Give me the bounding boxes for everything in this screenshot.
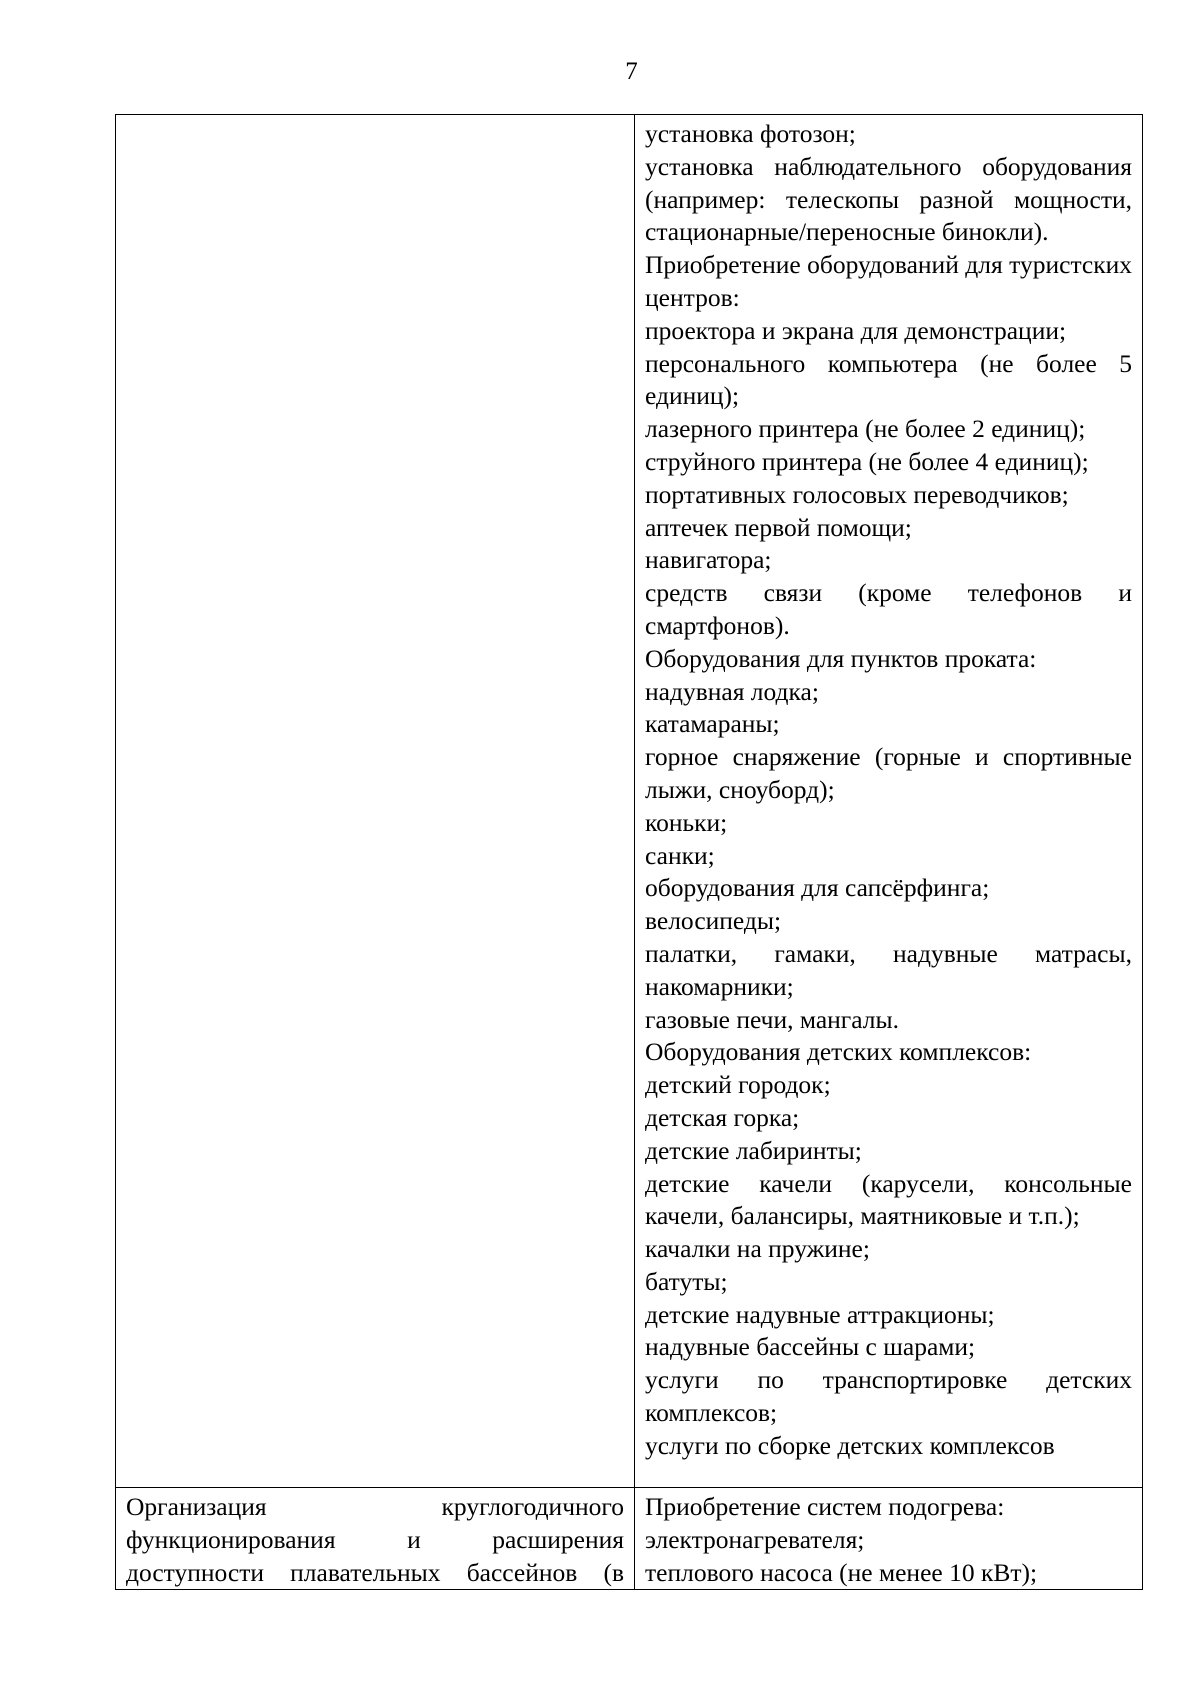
table-cell-equipment bbox=[635, 115, 1143, 1488]
list-item: Приобретение систем подогрева: bbox=[645, 1492, 1005, 1521]
list-item: портативных голосовых переводчиков; bbox=[645, 479, 1069, 509]
list-item: персонального компьютера (не более 5 единиц); bbox=[645, 348, 1132, 411]
list-item: горное снаряжение (горные и спортивные лыжи, сноуборд); bbox=[645, 742, 1132, 804]
list-item: Оборудования детских комплексов: bbox=[645, 1037, 1032, 1067]
list-item: установка фотозон; bbox=[645, 119, 856, 148]
list-item: детские лабиринты; bbox=[645, 1135, 862, 1165]
list-item: детские качели (карусели, консольные качели, балансиры, маятниковые и т.п.); bbox=[645, 1168, 1132, 1231]
measures-table bbox=[115, 114, 1143, 1590]
list-item: навигатора; bbox=[645, 545, 772, 575]
list-item: аптечек первой помощи; bbox=[645, 512, 912, 542]
list-item: катамараны; bbox=[645, 709, 780, 739]
activity-text: Организация круглогодичного функционирования и расширения доступности плавательных бассейнов (в bbox=[126, 1492, 624, 1587]
list-item: средств связи (кроме телефонов и смартфонов). bbox=[645, 578, 1132, 640]
list-item: струйного принтера (не более 4 единиц); bbox=[645, 446, 1089, 476]
list-item: услуги по сборке детских комплексов bbox=[645, 1430, 1055, 1460]
list-item: установка наблюдательного оборудования (например: телескопы разной мощности, стационарные/переносные бинокли). bbox=[645, 151, 1132, 247]
table-cell-activity bbox=[116, 115, 635, 1488]
list-item: надувные бассейны с шарами; bbox=[645, 1332, 976, 1362]
list-item: электронагревателя; bbox=[645, 1524, 865, 1554]
list-item: детская горка; bbox=[645, 1102, 800, 1132]
list-item: велосипеды; bbox=[645, 906, 782, 936]
list-item: лазерного принтера (не более 2 единиц); bbox=[645, 414, 1086, 444]
list-item: Приобретение оборудований для туристских центров: bbox=[645, 250, 1132, 312]
list-item: газовые печи, мангалы. bbox=[645, 1004, 900, 1034]
list-item: надувная лодка; bbox=[645, 676, 819, 706]
list-item: теплового насоса (не менее 10 кВт); bbox=[645, 1557, 1038, 1587]
list-item: услуги по транспортировке детских комплексов; bbox=[645, 1365, 1132, 1428]
list-item: проектора и экрана для демонстрации; bbox=[645, 315, 1067, 345]
list-item: качалки на пружине; bbox=[645, 1234, 870, 1264]
list-item: палатки, гамаки, надувные матрасы, накомарники; bbox=[645, 938, 1132, 1001]
list-item: коньки; bbox=[645, 807, 728, 837]
table-row bbox=[116, 115, 1143, 1488]
page-number: 7 bbox=[625, 58, 638, 85]
table-row bbox=[116, 1488, 1143, 1590]
list-item: детский городок; bbox=[645, 1070, 831, 1100]
list-item: санки; bbox=[645, 840, 715, 870]
list-item: батуты; bbox=[645, 1266, 728, 1296]
list-item: Оборудования для пунктов проката: bbox=[645, 643, 1037, 673]
table-cell-equipment bbox=[635, 1488, 1143, 1590]
list-item: оборудования для сапсёрфинга; bbox=[645, 873, 990, 903]
list-item: детские надувные аттракционы; bbox=[645, 1299, 995, 1329]
table-cell-activity bbox=[116, 1488, 635, 1590]
